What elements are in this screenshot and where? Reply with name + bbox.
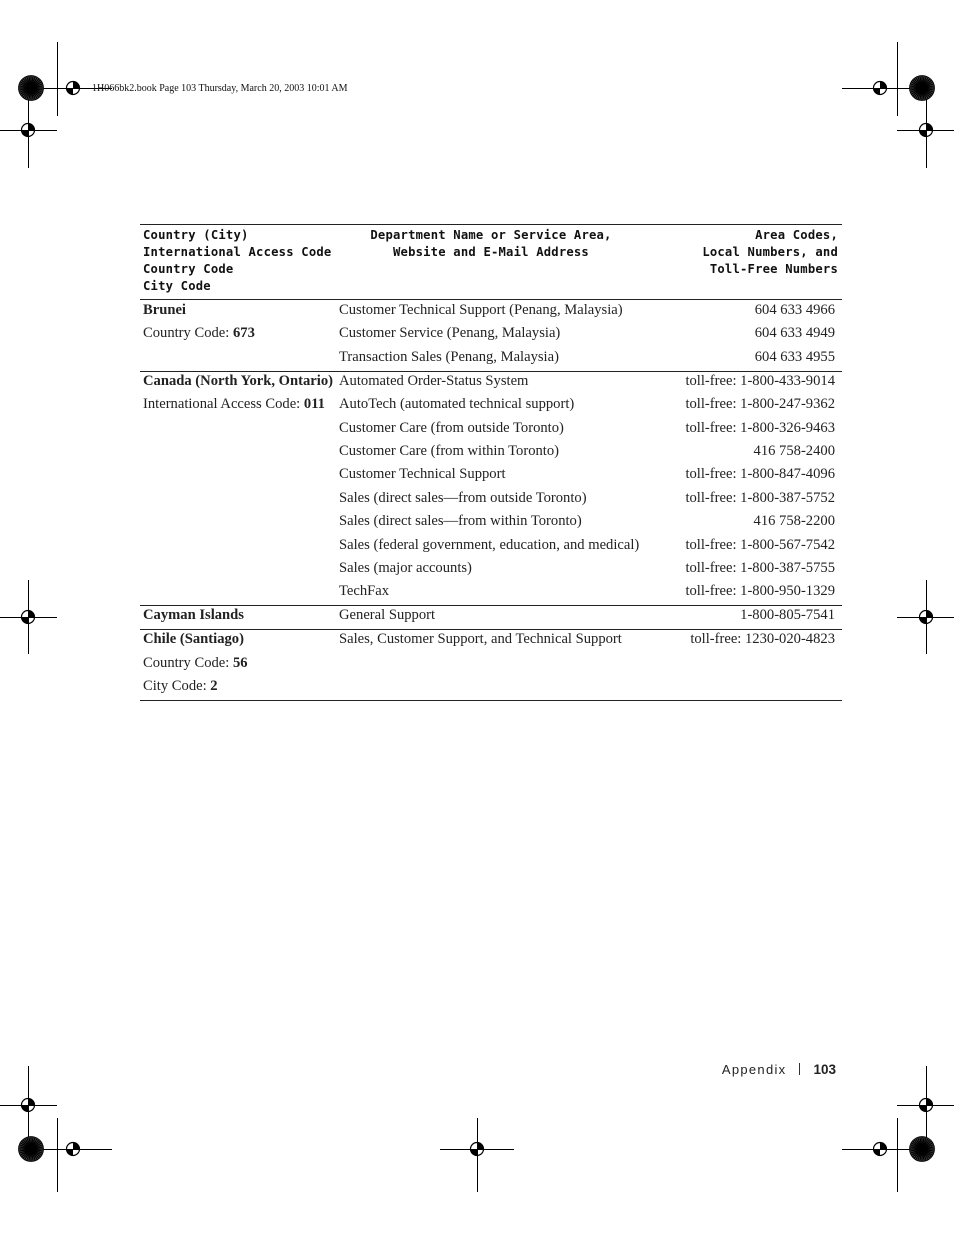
header-line: Website and E-Mail Address [393,245,589,259]
service-name: TechFax [339,583,390,600]
code-label: Country Code: [143,325,233,342]
service-name: Sales (federal government, education, and medical) [339,536,640,553]
crop-mark [57,1118,58,1192]
registration-mark [869,77,891,99]
service-name: Customer Service (Penang, Malaysia) [339,325,561,342]
crop-mark [57,42,58,116]
service-name: Customer Care (from within Toronto) [339,442,560,459]
header-line: Local Numbers, and [702,245,838,259]
header-line: Area Codes, [755,228,838,242]
registration-mark [869,1138,891,1160]
phone-number: toll-free: 1-800-387-5752 [685,489,835,506]
service-name: Sales (direct sales—from within Toronto) [339,513,582,530]
color-bar-mark [909,1136,935,1162]
registration-mark [17,1094,39,1116]
country-code-line [143,677,218,695]
registration-mark [17,119,39,141]
group-divider [140,700,842,701]
service-name: Sales (direct sales—from outside Toronto) [339,489,587,506]
country-name: Brunei [143,302,186,318]
code-label: City Code: [143,677,211,694]
code-value: 673 [233,325,255,342]
phone-number: toll-free: 1-800-567-7542 [685,536,835,553]
code-label: International Access Code: [143,396,304,413]
phone-number: 1-800-805-7541 [740,607,835,624]
color-bar-mark [18,75,44,101]
crop-mark [897,42,898,116]
country-code-line [143,395,325,413]
phone-number: 416 758-2400 [753,442,835,459]
phone-number: 604 633 4955 [754,348,835,365]
code-value: 56 [233,654,248,671]
service-name: Customer Technical Support (Penang, Malaysia) [339,302,623,318]
registration-mark [915,1094,937,1116]
phone-number: 604 633 4949 [754,325,835,342]
phone-number: toll-free: 1-800-847-4096 [685,466,835,483]
registration-mark [915,606,937,628]
phone-number: toll-free: 1-800-433-9014 [685,372,835,389]
color-bar-mark [909,75,935,101]
header-bottom-rule [140,299,842,300]
service-name: Sales (major accounts) [339,559,472,576]
header-line: Country (City) [143,228,249,242]
country-code-line [143,654,248,672]
country-name: Cayman Islands [143,607,244,624]
color-bar-mark [18,1136,44,1162]
footer-separator [799,1063,800,1075]
header-line: Country Code [143,262,234,276]
phone-number: 416 758-2200 [753,513,835,530]
code-label: Country Code: [143,654,233,671]
code-value: 2 [210,677,218,694]
table-top-rule [140,224,842,225]
header-line: Department Name or Service Area, [370,228,612,242]
phone-number: toll-free: 1-800-950-1329 [685,583,835,600]
service-name: Automated Order-Status System [339,372,529,389]
registration-mark [62,77,84,99]
registration-mark [915,119,937,141]
service-name: Customer Technical Support [339,466,506,483]
header-line: Toll-Free Numbers [709,262,838,276]
phone-number: toll-free: 1-800-326-9463 [685,419,835,436]
country-name: Chile (Santiago) [143,631,244,648]
country-name: Canada (North York, Ontario) [143,372,333,389]
phone-number: toll-free: 1230-020-4823 [690,631,835,648]
page-number: 103 [813,1062,836,1077]
registration-mark [466,1138,488,1160]
service-name: Sales, Customer Support, and Technical Support [339,631,622,648]
page-footer [722,1062,836,1077]
crop-mark [897,1118,898,1192]
country-code-line [143,324,255,342]
group-divider [140,605,842,606]
registration-mark [17,606,39,628]
header-country [143,227,331,295]
phone-number: 604 633 4966 [754,302,835,318]
header-department [340,227,642,261]
phone-number: toll-free: 1-800-247-9362 [685,396,835,413]
book-info-header: 1H066bk2.book Page 103 Thursday, March 20, 2003 10:01 AM [92,83,348,94]
registration-mark [62,1138,84,1160]
service-name: AutoTech (automated technical support) [339,396,575,413]
service-name: General Support [339,607,436,624]
header-line: International Access Code [143,245,332,259]
service-name: Transaction Sales (Penang, Malaysia) [339,348,559,365]
phone-number: toll-free: 1-800-387-5755 [685,559,835,576]
header-line: City Code [143,279,211,293]
header-numbers [702,227,838,278]
code-value: 011 [303,396,325,413]
service-name: Customer Care (from outside Toronto) [339,419,564,436]
section-name: Appendix [721,1062,787,1077]
